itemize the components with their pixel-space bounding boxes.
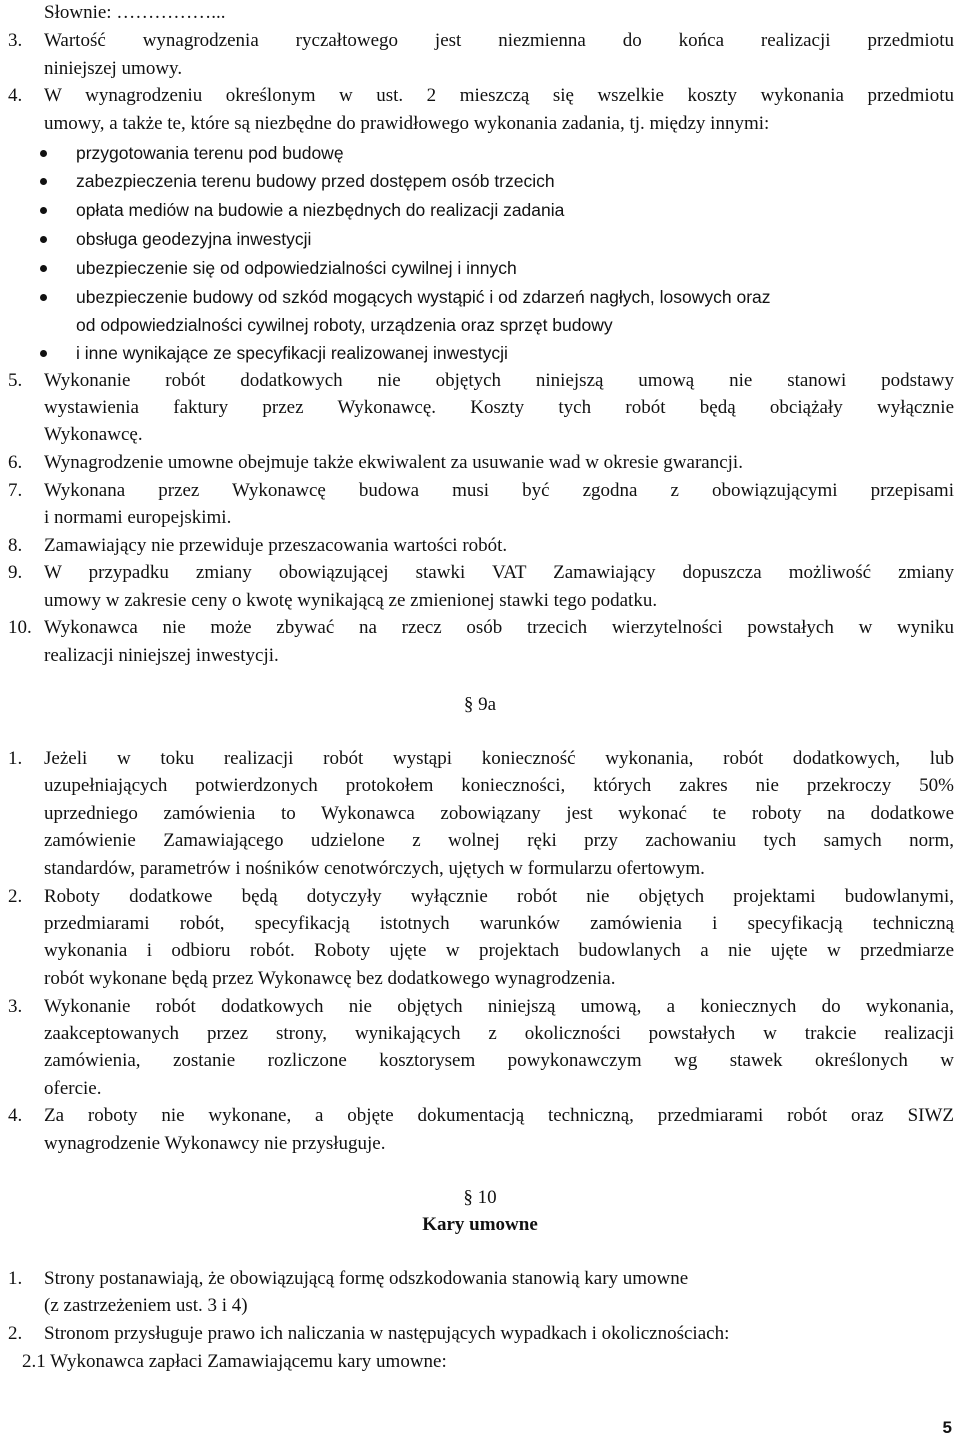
item-number: 10.	[8, 617, 32, 638]
paragraph-line: wynagrodzenie Wykonawcy nie przysługuje.	[44, 1133, 386, 1154]
bullet-icon	[40, 265, 47, 272]
paragraph-line: zamówienia, zostanie rozliczone kosztorysem powykonawczym wg stawek określonych w	[44, 1050, 954, 1071]
paragraph-line: zamówienie Zamawiającego udzielone z wolnej ręki przy zachowaniu tych samych norm,	[44, 830, 954, 851]
bullet-icon	[40, 178, 47, 185]
paragraph-line: Wykonana przez Wykonawcę budowa musi być zgodna z obowiązującymi przepisami	[44, 480, 954, 501]
bullet-icon	[40, 236, 47, 243]
paragraph-line: zaakceptowanych przez strony, wynikających z okoliczności powstałych w trakcie realizacji	[44, 1023, 954, 1044]
bullet-item: i inne wynikające ze specyfikacji realizowanej inwestycji	[76, 343, 508, 363]
paragraph-line: Roboty dodatkowe będą dotyczyły wyłącznie robót nie objętych projektami budowlanymi,	[44, 886, 954, 907]
item-number: 7.	[8, 480, 23, 501]
bullet-item: ubezpieczenie budowy od szkód mogących wystąpić i od zdarzeń nagłych, losowych oraz	[76, 287, 771, 307]
paragraph-line: 2.1 Wykonawca zapłaci Zamawiającemu kary umowne:	[22, 1351, 447, 1372]
bullet-icon	[40, 350, 47, 357]
bullet-item: zabezpieczenia terenu budowy przed dostępem osób trzecich	[76, 171, 555, 191]
paragraph-line: Zamawiający nie przewiduje przeszacowania wartości robót.	[44, 535, 508, 556]
paragraph-line: Wykonanie robót dodatkowych nie objętych niniejszą umową, a koniecznych do wykonania,	[44, 996, 954, 1017]
section-heading: § 10	[463, 1187, 497, 1208]
paragraph-line: W wynagrodzeniu określonym w ust. 2 mieszczą się wszelkie koszty wykonania przedmiotu	[44, 85, 954, 106]
paragraph-line: Wartość wynagrodzenia ryczałtowego jest niezmienna do końca realizacji przedmiotu	[44, 30, 954, 51]
bullet-item: opłata mediów na budowie a niezbędnych do realizacji zadania	[76, 200, 565, 220]
paragraph-line: umowy, a także te, które są niezbędne do prawidłowego wykonania zadania, tj. między innymi:	[44, 113, 770, 134]
paragraph-line: niniejszej umowy.	[44, 58, 183, 79]
section-heading: § 9a	[463, 694, 497, 715]
item-number: 2.	[8, 886, 23, 907]
amount-in-words-label: Słownie: ……………...	[44, 2, 226, 23]
section-title: Kary umowne	[422, 1214, 538, 1235]
bullet-icon	[40, 294, 47, 301]
paragraph-line: Za roboty nie wykonane, a objęte dokumentacją techniczną, przedmiarami robót oraz SIWZ	[44, 1105, 954, 1126]
item-number: 8.	[8, 535, 23, 556]
page-number: 5	[942, 1418, 952, 1437]
paragraph-line: uprzedniego zamówienia to Wykonawca zobowiązany jest wykonać te roboty na dodatkowe	[44, 803, 954, 824]
bullet-item: przygotowania terenu pod budowę	[76, 143, 344, 163]
bullet-icon	[40, 150, 47, 157]
paragraph-line: ofercie.	[44, 1078, 102, 1099]
paragraph-line: wystawienia faktury przez Wykonawcę. Koszty tych robót będą obciążały wyłącznie	[44, 397, 954, 418]
paragraph-line: Wykonawcę.	[44, 424, 143, 445]
paragraph-line: Stronom przysługuje prawo ich naliczania w następujących wypadkach i okolicznościach:	[44, 1323, 730, 1344]
paragraph-line: umowy w zakresie ceny o kwotę wynikającą ze zmienionej stawki tego podatku.	[44, 590, 658, 611]
paragraph-line: Wykonanie robót dodatkowych nie objętych niniejszą umową nie stanowi podstawy	[44, 370, 954, 391]
paragraph-line: Strony postanawiają, że obowiązującą formę odszkodowania stanowią kary umowne	[44, 1268, 689, 1289]
paragraph-line: wykonania i odbioru robót. Roboty ujęte w projektach budowlanych a nie ujęte w przedmiarze	[44, 940, 954, 961]
paragraph-line: standardów, parametrów i nośników cenotwórczych, ujętych w formularzu ofertowym.	[44, 858, 705, 879]
bullet-item-continuation: od odpowiedzialności cywilnej roboty, urządzenia oraz sprzęt budowy	[76, 315, 613, 335]
paragraph-line: i normami europejskimi.	[44, 507, 232, 528]
paragraph-line: Jeżeli w toku realizacji robót wystąpi konieczność wykonania, robót dodatkowych, lub	[44, 748, 954, 769]
paragraph-line: (z zastrzeżeniem ust. 3 i 4)	[44, 1295, 248, 1316]
paragraph-line: przedmiarami robót, specyfikacją istotnych warunków zamówienia i specyfikacją techniczną	[44, 913, 954, 934]
bullet-item: obsługa geodezyjna inwestycji	[76, 229, 312, 249]
item-number: 2.	[8, 1323, 23, 1344]
item-number: 1.	[8, 748, 23, 769]
bullet-item: ubezpieczenie się od odpowiedzialności cywilnej i innych	[76, 258, 517, 278]
paragraph-line: W przypadku zmiany obowiązującej stawki VAT Zamawiający dopuszcza możliwość zmiany	[44, 562, 954, 583]
item-number: 1.	[8, 1268, 23, 1289]
paragraph-line: robót wykonane będą przez Wykonawcę bez dodatkowego wynagrodzenia.	[44, 968, 616, 989]
paragraph-line: uzupełniających potwierdzonych protokołem konieczności, których zakres nie przekroczy 50%	[44, 775, 954, 796]
paragraph-line: realizacji niniejszej inwestycji.	[44, 645, 279, 666]
paragraph-line: Wynagrodzenie umowne obejmuje także ekwiwalent za usuwanie wad w okresie gwarancji.	[44, 452, 743, 473]
item-number: 4.	[8, 85, 23, 106]
item-number: 3.	[8, 996, 23, 1017]
item-number: 3.	[8, 30, 23, 51]
item-number: 9.	[8, 562, 23, 583]
item-number: 4.	[8, 1105, 23, 1126]
item-number: 5.	[8, 370, 23, 391]
bullet-icon	[40, 207, 47, 214]
item-number: 6.	[8, 452, 23, 473]
paragraph-line: Wykonawca nie może zbywać na rzecz osób trzecich wierzytelności powstałych w wyniku	[44, 617, 954, 638]
